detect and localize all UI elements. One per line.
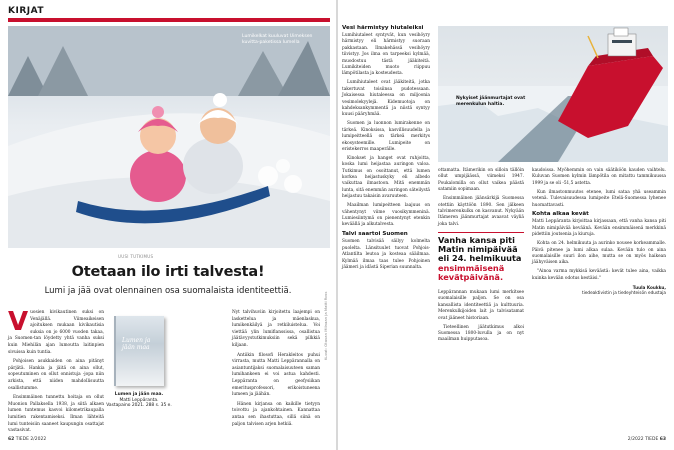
subheading: Vesi härmistyy hiutaleiksi xyxy=(342,25,424,31)
paragraph: Leppärannan mukaan lumi merkitsee suomalaisille paljon. Se on osa kansallista identiteettiä ja kulttuuria. Merenkulkijoiden lait ja talvisatamat ovat jääneet historiaan. xyxy=(438,290,524,321)
paragraph: Suomen ja luonnon lumirakenne on tärkeä. Kinoksissa, kasvillisuudella ja lumipeitteellä on tärkeä merkitys ekosysteemille. Lumipeite on eristekerros maaperälle. xyxy=(342,121,430,152)
paragraph: Ensimmäinen tunnettu hoitaja on ollut Muonion Pallaksella 1938, ja siitä alkaen lumen tuntemus kasvoi kilometrikaupalla lumitien rakentamiseksi. Ilman lähteitä lumi tunteisiin saaneet kaupungin osattajat vastasivat. xyxy=(8,395,104,434)
pull-quote-highlight: ensimmäisenä kevätpäivänä. xyxy=(438,262,505,282)
subheading: Kohta alkaa kevät xyxy=(532,211,589,218)
paragraph: Hänen kirjansa on kaikille tietyyn toivottu ja ajankohtainen. Kannattaa antaa sen ihastuttaa, sillä siinä on paljon talvisen arjen hetkiä. xyxy=(232,401,320,427)
book-cover xyxy=(114,316,164,386)
page-fold xyxy=(336,0,338,450)
sledding-photo xyxy=(8,26,330,248)
icebreaker-photo xyxy=(438,26,668,162)
left-footer xyxy=(8,437,46,442)
issue-number: 2/2022 xyxy=(30,437,47,442)
right-column-1 xyxy=(342,24,430,274)
photo-caption: Nykyiset jäänmurtajat ovat merenkulun haltia. xyxy=(456,96,526,107)
paragraph: Lumihiutaleet syntyvät, kun vesihöyry härmistyy eli härmistyy suoraan pakkastaan. Ilmakehässä vesihöyry tiivistyy. Jos ilma on tarpeeksi kylmää, muodostuu tästä jääkiteitä. Lumikiteiden muoto riippuu lämpötilasta ja kosteudesta. xyxy=(342,33,430,77)
book-title: Lumen ja jään maa. xyxy=(114,392,164,397)
left-column-1 xyxy=(8,307,104,438)
book-author: Matti Leppäranta. xyxy=(119,397,159,403)
paragraph: Vuosien kivikautinen suksi on Venäjällä. Viimeaikeisen ajoituksen mukaan kivikautisia suksia on jo 6000 vuoden takaa, ja Suomen-tan löydetty yhtä vanha suksi kuin Miehilän ajan lumoutta laitinpien sivuissa kuin tuntia. xyxy=(8,307,104,355)
author-role: tiedeaktivistin ja tiedeyhteisön edustaja xyxy=(582,290,666,296)
paragraph: Lumihiutaleet ovat jääkiteitä, jotka takertuvat toisiinsa pudotessaan. Jokaisessa hiutaleessa on miljoonia vesimolekyylejä. Kidemuotoja on kahdeksankymmentä ja niistä syntyy kuusi pääryhmää. xyxy=(342,80,430,118)
right-column-3 xyxy=(532,168,666,296)
section-label: KIRJAT xyxy=(8,6,45,16)
book-cover-title: Lumen ja jään maa xyxy=(122,337,151,351)
icebreaker-illustration xyxy=(438,26,668,162)
paragraph: Kohta on 24. helmikuuta ja aurinko nousee korkeammalle. Päivä pitenee ja lumi alkaa sulaa. Kevään tulo on aina suomalaisille suuri ilon aihe, mutta se on myös haikean jäähyväisen aika. xyxy=(532,241,666,266)
paragraph: Tieteellinen jäätutkimus alkoi Suomessa 1800-luvulla ja on nyt maailman huipputasoa. xyxy=(438,324,524,343)
paragraph: ottamatta. Itämerikin on silloin tällöin ollut umpijäässä, viimeksi 1947. Poukalomilla on ollut vaikea päästä satamiin sopimaan. xyxy=(438,168,524,193)
paragraph: Ensimmäinen jäänsärkijä Suomessa otettiin käyttöön 1890. Sen jälkeen talvimerenkulku on kasvanut. Nykyään Itämeren jäänmurtajat avaavat väyliä joka talvi. xyxy=(438,196,524,227)
paragraph: Kun ilmastonmuutos etenee, lumi sataa yhä useammin vetenä. Tulevaisuudessa lumipeite Etelä-Suomessa lyhenee huomattavasti. xyxy=(532,189,666,208)
paragraph: Antiikin filosofi Herakleitos puhui virrasta, mutta Matti Leppärannalla on asiantuntijaksi suomalaisuuteen saman lumihankeen ei voi astua kahdesti. Leppäranta on geofysiikan emeritusprofessori, erikoistuneena lumeen ja jäähän. xyxy=(232,352,320,398)
section-bar xyxy=(8,18,330,22)
paragraph: Nyt talvihuviin kirjoitettu laajempi on laskettelua ja mäenlaskua, lumikenkäilyä ja retkiluistelua. Voi viettää ylin lumiflanssissa, osallistua jäätävyystutkimuksiin sekä pilkkiä kiljaan. xyxy=(232,310,320,348)
publication-name: TIEDE xyxy=(645,437,659,442)
paragraph: Maailman lumipeitteen laajuus on vähentynyt viime vuosikymmeninä. Lumiesiintymä on pienentynyt etenkin keväällä ja alkutalvesta. xyxy=(342,203,430,228)
issue-number: 2/2022 xyxy=(627,437,644,442)
publication-name: TIEDE xyxy=(15,437,29,442)
paragraph: Matti Leppäranta kirjoittaa kirjassaan, että vanha kansa piti Matin nimipäivää keväänä. Kevään ensimmäisenä merkkinä pidettiin joutsenia ja kiuruja. xyxy=(532,219,666,238)
sledding-illustration xyxy=(8,26,330,248)
article-tag: UUSI TUTKIMUS xyxy=(118,254,154,259)
paragraph: Kinokset ja hanget ovat ruhjoitta, koska lumi heijastaa auringon valoa. Tutkimus on osoittanut, että lumen korkea heijastuskyky eli albedo vaikuttaa ilmastoon. Mitä enemmän lunta, sitä enemmän auringon säteilystä heijastuu takaisin avaruuteen. xyxy=(342,155,430,200)
pull-quote-text: Vanha kansa piti Matin nimipäivää eli 24. helmikuuta xyxy=(438,235,522,264)
pull-quote xyxy=(438,232,524,282)
drop-cap: V xyxy=(8,307,29,337)
author-signature xyxy=(532,285,666,296)
paragraph: kaudoissa. Myöhemmin on vain säätiköön kauden vaihtelu. Kuluvan Suomen kylmin lämpötila on mitattu tammikuussa 1999 ja se oli -51,5 astetta. xyxy=(532,168,666,186)
subheading: Talvi saartoi Suomen xyxy=(342,231,408,238)
paragraph: Suomen talvisää säilyy kolmelta puolelta. Länsituulet tuovat Pohjois-Atlantilta leutoa ja kosteaa sääilmaa. Kylmää ilmaa taas tulee Pohjoinen jäämeri ja idästä Siperian suunnalta. xyxy=(342,239,430,270)
photo-credit: Kuvat: Otavan Miinaan ja Matti Ross xyxy=(323,291,328,360)
article-headline: Otetaan ilo irti talvesta! xyxy=(71,264,265,280)
paragraph: Pohjoisen asukkaiden on aina pitänyt pärjätä. Hankia ja jäitä on aina ollut, sopeutuminen on ollut onnistuja -jopa niin arkista, että niiden mahdollisuutta osallistumme. xyxy=(8,359,104,391)
author-name: Tuula Koukku, xyxy=(632,284,666,290)
book-caption xyxy=(104,392,174,409)
book-meta: Vastapaino 2021. 288 s. 35 e. xyxy=(106,403,172,409)
paragraph: "Ainoa varma mykkisä keväästä: kevät tulee aina, vaikka kuinka kevään odotus kestäisi." xyxy=(532,269,666,281)
photo-caption: Lumikelkat kuuluvat Uimeksen kuvitta-paketissa lumella xyxy=(242,34,313,45)
right-footer xyxy=(628,437,666,442)
right-column-2-body xyxy=(438,168,524,231)
left-column-3 xyxy=(232,310,320,431)
page-number: 63 xyxy=(659,437,666,442)
article-deck: Lumi ja jää ovat olennainen osa suomalaista identiteettiä. xyxy=(44,286,292,296)
right-column-2-after xyxy=(438,290,524,346)
page-number: 62 xyxy=(8,437,15,442)
